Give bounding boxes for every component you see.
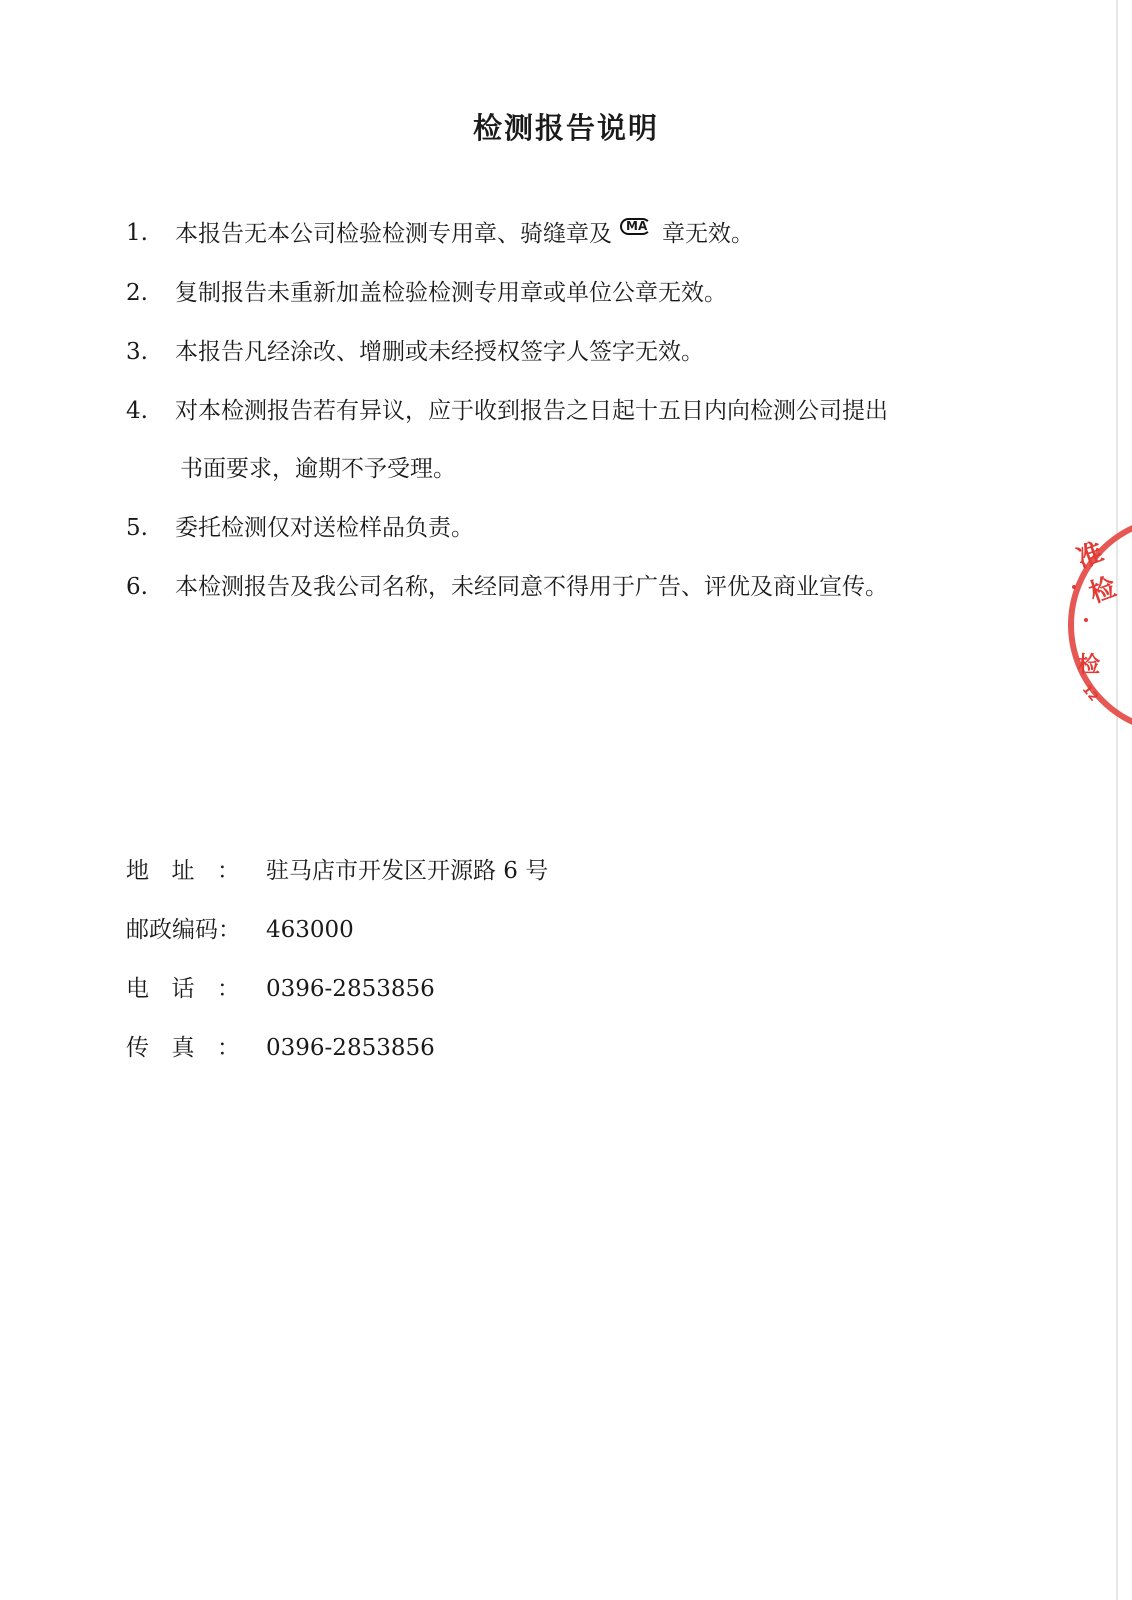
- note-item-1: [126, 218, 1026, 249]
- note-text: 委托检测仅对送检样品负责。: [175, 515, 474, 541]
- seal-text-middle: 检: [1078, 653, 1101, 678]
- note-text: 本报告无本公司检验检测专用章、骑缝章及: [175, 221, 612, 247]
- note-number: 6.: [126, 574, 148, 600]
- contact-value: 0396-2853856: [266, 976, 435, 1002]
- seal-dot: [1084, 618, 1088, 622]
- contact-postcode: [126, 912, 826, 948]
- contact-address: [126, 853, 826, 889]
- cma-mark-letters: MA: [626, 219, 648, 233]
- seal-text-digits: 12: [1079, 682, 1102, 704]
- contact-info: [126, 853, 826, 1089]
- contact-value: 驻马店市开发区开源路 6 号: [266, 858, 549, 884]
- note-number: 2.: [126, 280, 148, 306]
- contact-label: 传真：: [126, 1035, 240, 1061]
- seal-text-top: 准检: [1072, 537, 1121, 610]
- contact-fax: [126, 1030, 826, 1066]
- note-text-continuation: 书面要求，逾期不予受理。: [180, 456, 456, 482]
- note-number: 5.: [126, 515, 148, 541]
- note-text: 复制报告未重新加盖检验检测专用章或单位公章无效。: [175, 280, 727, 306]
- cma-mark-icon: [620, 218, 654, 237]
- contact-label: 邮政编码：: [126, 917, 241, 943]
- page-edge: [1116, 0, 1118, 1600]
- seal-dot: [1072, 585, 1076, 589]
- note-number: 3.: [126, 339, 148, 365]
- contact-label: 地址：: [126, 858, 240, 884]
- page-title: 检测报告说明: [472, 111, 659, 145]
- contact-value: 0396-2853856: [266, 1035, 435, 1061]
- notes-list: [126, 218, 1026, 631]
- note-text: 对本检测报告若有异议，应于收到报告之日起十五日内向检测公司提出: [175, 398, 888, 424]
- note-text-after: 章无效。: [662, 221, 754, 247]
- note-item-4: [126, 396, 1026, 484]
- note-text: 本报告凡经涂改、增删或未经授权签字人签字无效。: [175, 339, 704, 365]
- note-text: 本检测报告及我公司名称，未经同意不得用于广告、评优及商业宣传。: [175, 574, 888, 600]
- contact-phone: [126, 971, 826, 1007]
- contact-label: 电话：: [126, 976, 240, 1002]
- note-item-2: [126, 278, 1026, 308]
- note-number: 4.: [126, 398, 148, 424]
- note-number: 1.: [126, 220, 148, 246]
- note-item-6: [126, 572, 1026, 602]
- note-item-3: [126, 337, 1026, 367]
- note-item-5: [126, 513, 1026, 543]
- contact-value: 463000: [266, 917, 354, 943]
